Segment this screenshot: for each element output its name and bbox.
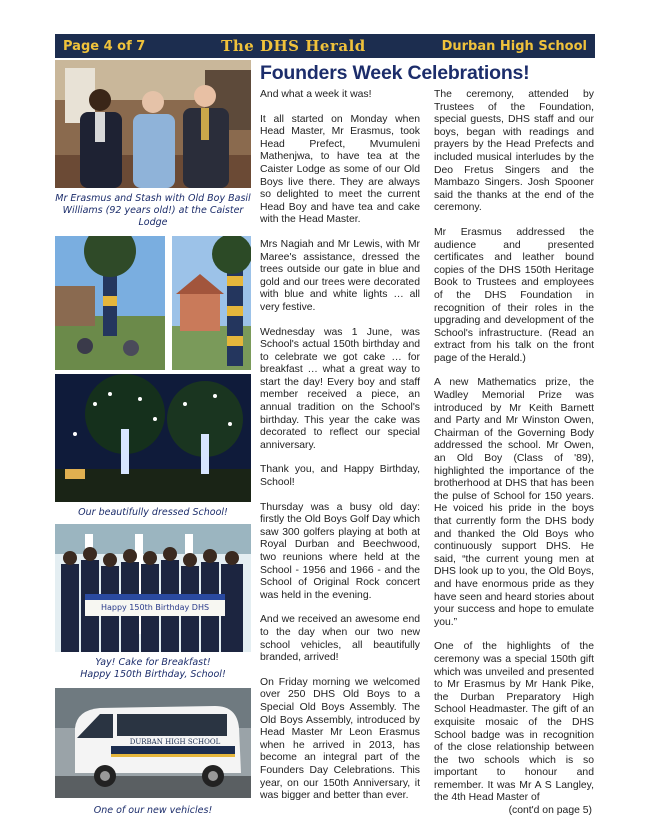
paragraph: And we received an awesome end to the day when our two new school vehicles, all beautifully branded, arrived! <box>260 614 420 664</box>
cake-text: Happy 150th Birthday DHS <box>100 603 210 612</box>
van-lettering: DURBAN HIGH SCHOOL <box>129 738 221 746</box>
photo-dressed-trees-2 <box>172 236 251 370</box>
paragraph: Wednesday was 1 June, was School's actual 150th birthday and to celebrate we got cake … for breakfast … what a great way to start the day! Every boy and staff member received a piece, an annual tradition on the School's birthday. This year the cake was decorated to reflect our special anniversary. <box>260 326 420 451</box>
caption-photo3 <box>55 657 251 681</box>
article-column-2 <box>434 89 594 818</box>
caption-photo1: Mr Erasmus and Stash with Old Boy Basil Williams (92 years old!) at the Caister Lodge <box>55 193 251 228</box>
paragraph: It all started on Monday when Head Master, Mr Erasmus, took Head Prefect, Mvumuleni Mathenjwa, to have tea at the Caister Lodge as some of our Old Boys live there. They are always so delighted to meet the current Head Boy and have tea and cake with the Head Master. <box>260 113 420 226</box>
paragraph: And what a week it was! <box>260 89 372 100</box>
paragraph: A new Mathematics prize, the Wadley Memorial Prize was introduced by Mr Keith Barnett and Party and Mr Winston Owen, Chairman of the Governing Body addressed the school. Mr Owen, an Old Boy (Class of '89), highlighted the importance of the brotherhood at DHS that has been the pulse of School for 150 years. He voiced his pride in the boys that currently form the DHS body and thanked the Old Boys who continuously support DHS. He said, “the current young men at DHS look up to you, the Old Boys, and have enormous pride as they have seen and heard stories about your success and hope to emulate you.” <box>434 377 595 628</box>
article-column-1 <box>260 89 420 815</box>
photo-dressed-trees-1 <box>55 236 165 370</box>
paragraph: Thank you, and Happy Birthday, School! <box>260 464 420 489</box>
page-header <box>55 34 595 58</box>
paragraph: Mr Erasmus addressed the audience and presented certificates and leather bound copies of the DHS 150th Heritage Book to Trustees and employees of the DHS Foundation in recognition of their roles in the upgrading and development of the School's infrastructure. (Read an extract from his talk on the front page of the Herald.) <box>434 226 594 364</box>
paragraph: On Friday morning we welcomed over 250 DHS Old Boys to a Special Old Boys Assembly. The Old Boys Assembly, introduced by Head Master Mr Leon Erasmus when he arrived in 2013, has become an integral part of the Founders Day Celebrations. This year, on our 150th Anniversary, it was bigger and better than ever. <box>260 676 420 802</box>
article-title: Founders Week Celebrations! <box>260 62 530 84</box>
paragraph: The ceremony, attended by Trustees of the Foundation, special guests, DHS staff and our boys, began with readings and prayers by the Head Prefects and included musical interludes by the Deo Fretus Singers and the Mambazo Singers. Josh Spooner said the thanks at the end of the ceremony. <box>434 89 594 214</box>
newsletter-title: The DHS Herald <box>221 37 366 55</box>
paragraph: One of the highlights of the ceremony was a special 150th gift which was unveiled and presented to Mr Erasmus by Mr Hank Pike, the Durban Preparatory High School Headmaster. The gift of an exquisite mosaic of the DHS School badge was in recognition of the close relationship between the two schools which is so important to honour and remember. It was Mr A S Langley, the 4th Head Master of <box>434 641 594 804</box>
caption-photo3-line2: Happy 150th Birthday, School! <box>80 669 226 680</box>
photo-tree-lights <box>55 374 251 502</box>
continued-note: (cont'd on page 5) <box>508 805 592 817</box>
paragraph: Mrs Nagiah and Mr Lewis, with Mr Maree's assistance, dressed the trees outside our gate in blue and gold and our trees were decorated with blue and white lights … all very festive. <box>260 238 420 313</box>
paragraph: Thursday was a busy old day: firstly the Old Boys Golf Day which saw 300 golfers playing at both at Royal Durban and Beechwood, two reunions where held at the School - 1956 and 1966 - and the School of Original Rock concert was held in the evening. <box>260 501 420 601</box>
caption-photo4: One of our new vehicles! <box>93 805 213 816</box>
school-name: Durban High School <box>441 38 587 54</box>
photo-school-vehicle <box>55 688 251 798</box>
caption-photo2: Our beautifully dressed School! <box>78 507 228 518</box>
page-number: Page 4 of 7 <box>63 38 146 54</box>
photo-cake-breakfast <box>55 524 251 652</box>
photo-caister-lodge <box>55 60 251 188</box>
caption-photo3-line1: Yay! Cake for Breakfast! <box>95 657 211 668</box>
